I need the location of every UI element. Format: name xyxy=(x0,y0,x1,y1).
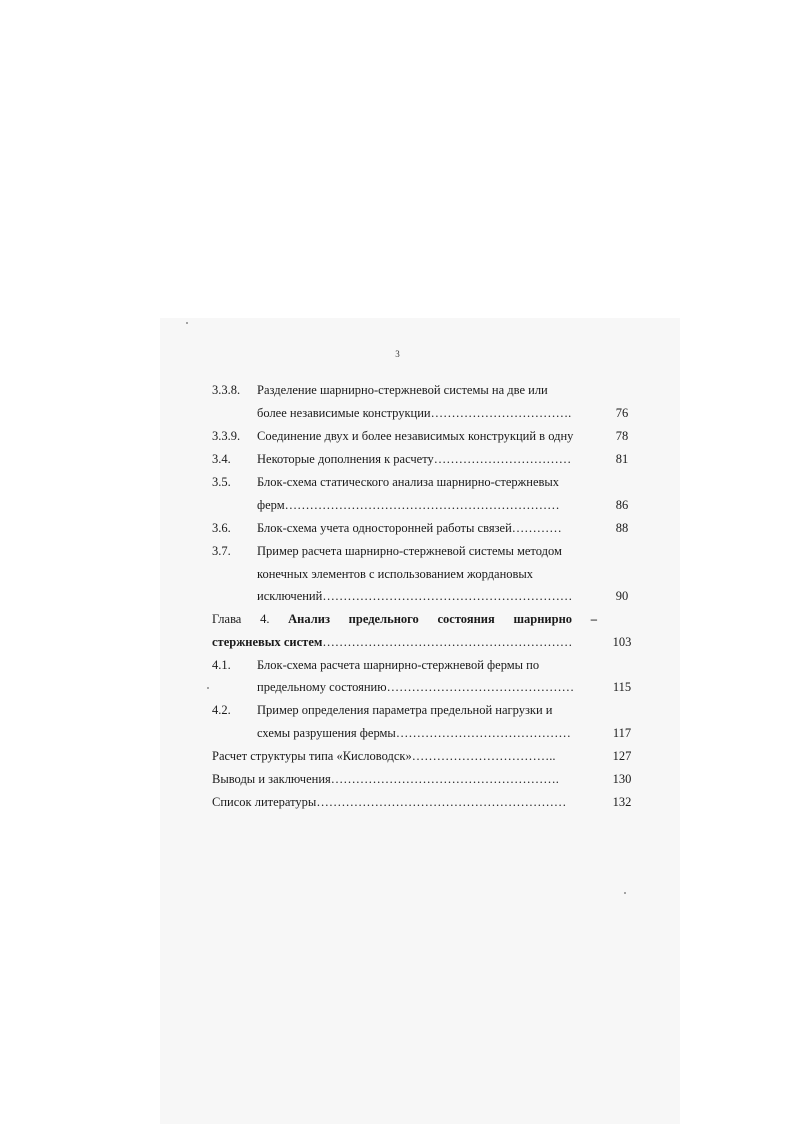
toc-chapter-heading[interactable] xyxy=(212,611,597,627)
toc-entry-number: 3.4. xyxy=(212,452,231,466)
toc-entry-title: исключений…………………………………………………… xyxy=(257,589,573,603)
chapter-title-word: Анализ xyxy=(288,612,330,626)
toc-entry-page: 132 xyxy=(612,795,632,809)
page-number: 3 xyxy=(395,349,400,359)
toc-entry-title: конечных элементов с использованием жордановых xyxy=(257,567,534,581)
toc-entry-title: Выводы и заключения………………………………………………. xyxy=(212,772,559,786)
chapter-title-continuation xyxy=(212,634,572,650)
scan-speck xyxy=(207,687,209,689)
toc-entry-title: Соединение двух и более независимых конструкций в одну xyxy=(257,429,574,443)
chapter-title-end: стержневых систем xyxy=(212,635,323,649)
toc-entry-number: 3.3.9. xyxy=(212,429,241,443)
chapter-title-dash: – xyxy=(590,612,597,626)
toc-entry-title: предельному состоянию……………………………………… xyxy=(257,680,575,694)
chapter-title-word: шарнирно xyxy=(513,612,573,626)
toc-entry-number: 4.1. xyxy=(212,658,231,672)
toc-entry-title: Пример определения параметра предельной нагрузки и xyxy=(257,703,553,717)
toc-entry-page: 103 xyxy=(612,635,632,649)
toc-entry-page: 81 xyxy=(615,452,629,466)
toc-entry-page: 127 xyxy=(612,749,632,763)
toc-entry-page: 76 xyxy=(615,406,629,420)
toc-entry-title: более независимые конструкции……………………………. xyxy=(257,406,572,420)
toc-entry-title: Блок-схема учета односторонней работы связей………… xyxy=(257,521,562,535)
toc-entry-title: ферм………………………………………………………… xyxy=(257,498,560,512)
toc-entry-title: Блок-схема статического анализа шарнирно-стержневых xyxy=(257,475,560,489)
toc-entry-page: 115 xyxy=(612,680,632,694)
scan-speck xyxy=(186,322,188,324)
toc-entry-number: 3.7. xyxy=(212,544,231,558)
toc-entry-number: 3.3.8. xyxy=(212,383,241,397)
toc-entry-title: Расчет структуры типа «Кисловодск»…………………………….. xyxy=(212,749,556,763)
toc-entry-page: 78 xyxy=(615,429,629,443)
toc-entry-title: Блок-схема расчета шарнирно-стержневой фермы по xyxy=(257,658,540,672)
toc-entry-number: 3.5. xyxy=(212,475,231,489)
toc-entry-number: 4.2. xyxy=(212,703,231,717)
toc-entry-title: Разделение шарнирно-стержневой системы на две или xyxy=(257,383,548,397)
chapter-title-word: предельного xyxy=(348,612,419,626)
toc-entry-number: 3.6. xyxy=(212,521,231,535)
toc-entry-title: Пример расчета шарнирно-стержневой системы методом xyxy=(257,544,562,558)
toc-entry-page: 117 xyxy=(612,726,632,740)
toc-entry-page: 130 xyxy=(612,772,632,786)
chapter-leader-dots: …………………………………………………… xyxy=(322,635,573,649)
chapter-word: Глава xyxy=(212,612,242,626)
chapter-number: 4. xyxy=(260,612,270,626)
toc-entry-title: схемы разрушения фермы…………………………………… xyxy=(257,726,571,740)
toc-entry-page: 88 xyxy=(615,521,629,535)
toc-entry-title: Список литературы…………………………………………………… xyxy=(212,795,567,809)
chapter-title-word: состояния xyxy=(437,612,495,626)
toc-entry-title: Некоторые дополнения к расчету…………………………… xyxy=(257,452,572,466)
toc-entry-page: 90 xyxy=(615,589,629,603)
toc-entry-page: 86 xyxy=(615,498,629,512)
scan-speck xyxy=(624,892,626,894)
